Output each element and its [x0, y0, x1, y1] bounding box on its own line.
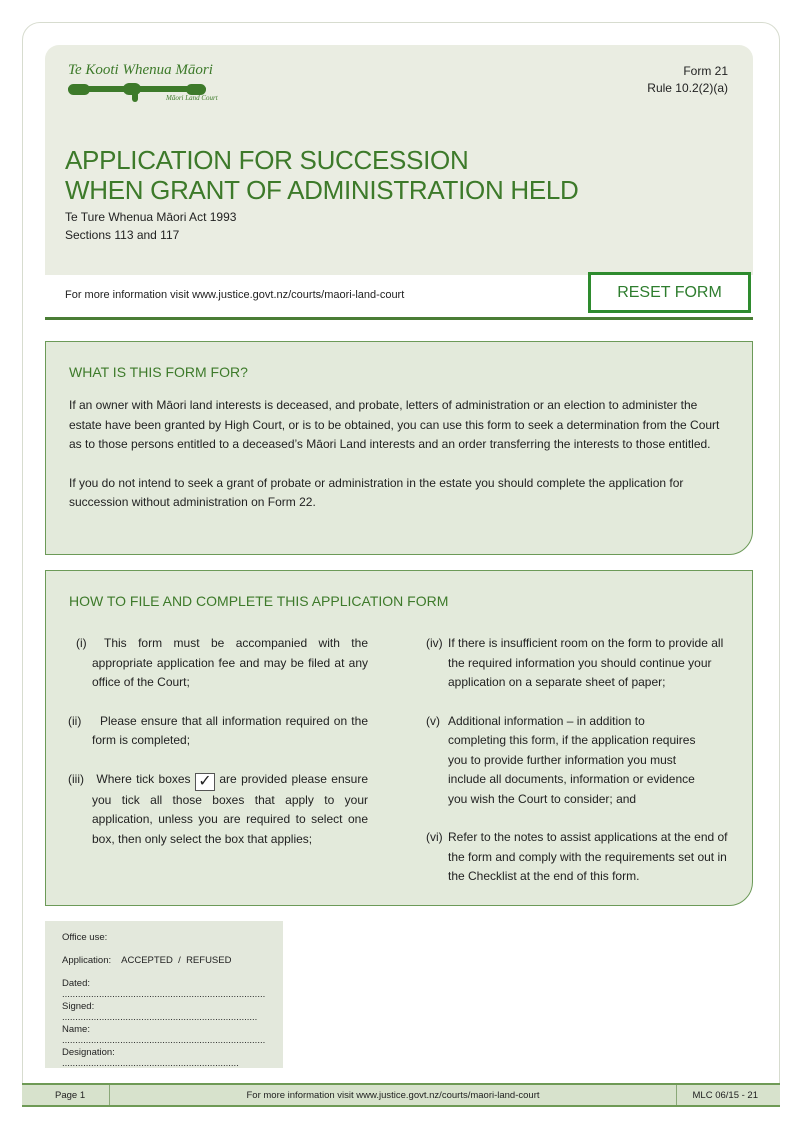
instructions-right-column [426, 634, 731, 906]
dated-field: Dated: ............................................................................. [62, 978, 266, 1000]
office-use-title: Office use: [62, 932, 108, 943]
application-status: Application: ACCEPTED / REFUSED [62, 955, 232, 966]
list-item [68, 634, 368, 693]
form-code: MLC 06/15 - 21 [692, 1089, 758, 1101]
section-heading: HOW TO FILE AND COMPLETE THIS APPLICATION FORM [69, 593, 449, 609]
footer-info: For more information visit www.justice.govt.nz/courts/maori-land-court [110, 1085, 677, 1105]
item-text: If there is insufficient room on the form to provide all the required information you should continue your application on a separate sheet of paper; [448, 636, 724, 689]
rule-text: Rule 10.2(2)(a) [647, 81, 728, 95]
name-field: Name: ............................................................................. [62, 1024, 266, 1046]
title-line-2: WHEN GRANT OF ADMINISTRATION HELD [65, 175, 579, 205]
list-item [426, 828, 731, 887]
item-number: (iv) [426, 636, 443, 650]
act-sections: Sections 113 and 117 [65, 228, 180, 242]
list-item [426, 712, 731, 810]
signed-field: Signed: .......................................................................... [62, 1001, 258, 1023]
item-text: This form must be accompanied with the appropriate application fee and may be filed at any office of the Court; [92, 636, 368, 689]
reset-form-button[interactable]: RESET FORM [588, 272, 751, 313]
item-text: are provided please ensure you tick all those boxes that apply to your application, unless you are required to select one box, then only select the box that applies; [92, 771, 368, 846]
list-item [68, 712, 368, 751]
logo-subtitle: Māori Land Court [166, 94, 218, 102]
page-footer [22, 1083, 780, 1107]
page-number: Page 1 [22, 1085, 110, 1105]
what-is-this-form-section [45, 341, 753, 555]
title-line-1: APPLICATION FOR SUCCESSION [65, 145, 469, 175]
list-item [68, 770, 368, 850]
info-link-text: For more information visit www.justice.govt.nz/courts/maori-land-court [65, 289, 405, 301]
court-logo [68, 62, 218, 104]
item-number: (iii) [68, 771, 84, 786]
item-text: Please ensure that all information required on the form is completed; [92, 713, 368, 747]
divider [45, 317, 753, 320]
checkbox-example-icon: ✓ [195, 773, 215, 791]
act-reference [65, 208, 236, 244]
office-use-box [45, 921, 283, 1068]
item-number: (ii) [68, 713, 82, 728]
item-number: (vi) [426, 830, 443, 844]
item-text: Refer to the notes to assist applications at the end of the form and comply with the requirements set out in the Checklist at the end of this form. [448, 830, 728, 883]
item-text: Additional information – in addition to completing this form, if the application requires you to provide further information you must include all documents, information or evidence you wish the Court to consider; and [448, 713, 696, 806]
form-number-text: Form 21 [683, 64, 728, 78]
section-heading: WHAT IS THIS FORM FOR? [69, 364, 248, 380]
item-number: (v) [426, 713, 440, 728]
paragraph: If an owner with Māori land interests is deceased, and probate, letters of administration or an election to administer the estate have been granted by High Court, or is to be obtained, you can use this form to seek a determination from the Court as to those persons entitled to a deceased’s Māori Land interests and an order transferring the interests to those entitled. [69, 398, 720, 451]
logo-text: Te Kooti Whenua Māori [68, 62, 213, 78]
item-text: Where tick boxes [96, 771, 191, 786]
designation-field: Designation: ................................................................... [62, 1047, 239, 1069]
list-item [426, 634, 731, 693]
page-title [65, 145, 579, 205]
item-number: (i) [76, 636, 87, 650]
paragraph: If you do not intend to seek a grant of probate or administration in the estate you should complete the application for succession without administration on Form 22. [69, 475, 684, 509]
instructions-left-column [68, 634, 368, 868]
form-number [647, 63, 728, 97]
act-name: Te Ture Whenua Māori Act 1993 [65, 210, 237, 224]
